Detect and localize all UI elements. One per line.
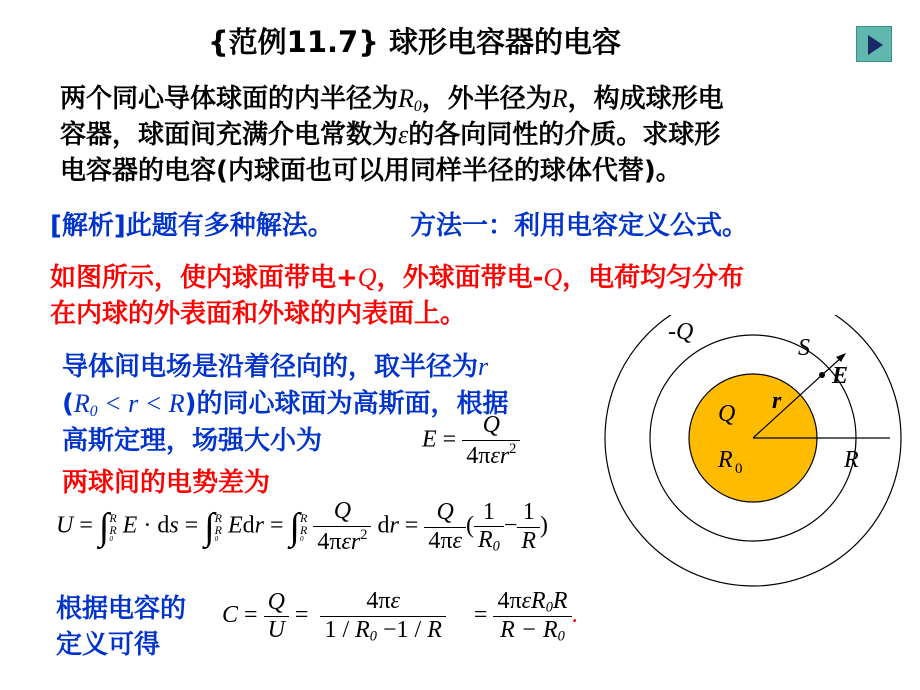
analysis-label: [解析]此题有多种解法。: [50, 211, 334, 241]
problem-line-3: 电容器的电容(内球面也可以用同样半径的球体代替)。: [60, 156, 682, 186]
capacitance-line-2: 定义可得: [56, 630, 161, 660]
potential-diff-label: 两球间的电势差为: [62, 468, 271, 498]
gauss-line-3: 高斯定理，场强大小为: [62, 426, 323, 456]
field-point: [819, 372, 825, 378]
page-title: {范例11.7} 球形电容器的电容: [208, 25, 621, 59]
method-label: 方法一：利用电容定义公式。: [410, 211, 749, 241]
capacitance-line-1: 根据电容的: [56, 594, 187, 624]
play-arrow-icon: [868, 35, 883, 55]
potential-equation: U = ∫ R R 0 E · ds = ∫ R R 0 Edr = ∫ R R 0 $\frac{Q}{4\pi\varepsilon r^2}$ dr = $\frac{Q}{4\pi\varepsilon}$ ( $\frac{1}{R_0}$ − $\frac{1}{R}$ ): [56, 498, 549, 555]
label-e: E: [832, 363, 849, 389]
next-slide-button[interactable]: [856, 26, 892, 62]
label-r0-sub: 0: [735, 461, 743, 477]
inner-radius-symbol: $R_0$: [398, 84, 422, 115]
gauss-line-2: $(R_0 < r < R)$的同心球面为高斯面，根据: [62, 389, 509, 420]
label-r: r: [772, 388, 782, 414]
label-r0: R: [718, 447, 733, 473]
label-q: Q: [718, 401, 736, 427]
problem-line-2: 容器，球面间充满介电常数为ε的各向同性的介质。求球形: [60, 120, 721, 150]
red-text-line-2: 在内球的外表面和外球的内表面上。: [50, 299, 467, 329]
red-text-line-1: 如图所示，使内球面带电+Q，外球面带电-Q，电荷均匀分布: [50, 263, 745, 293]
field-equation: E = $\frac{Q}{4\pi\varepsilon r^2}$: [422, 412, 520, 470]
gauss-line-1: 导体间电场是沿着径向的，取半径为r: [62, 352, 489, 382]
label-s: S: [798, 335, 810, 361]
label-big-r: R: [844, 447, 859, 473]
field-fraction: $\frac{Q}{4\pi\varepsilon r^2}$: [462, 412, 520, 470]
problem-line-1: 两个同心导体球面的内半径为$R_0$，外半径为R，构成球形电: [60, 84, 724, 115]
capacitance-equation: C = $\frac{Q}{U}$ = $\frac{4\pi\varepsilon}{1 / R_0 -1 / R}$ = $\frac{4\pi\varepsilon R_0R}{R - R_0}$ .: [222, 588, 578, 645]
capacitor-diagram: [600, 315, 910, 685]
label-neg-q: -Q: [668, 319, 694, 345]
